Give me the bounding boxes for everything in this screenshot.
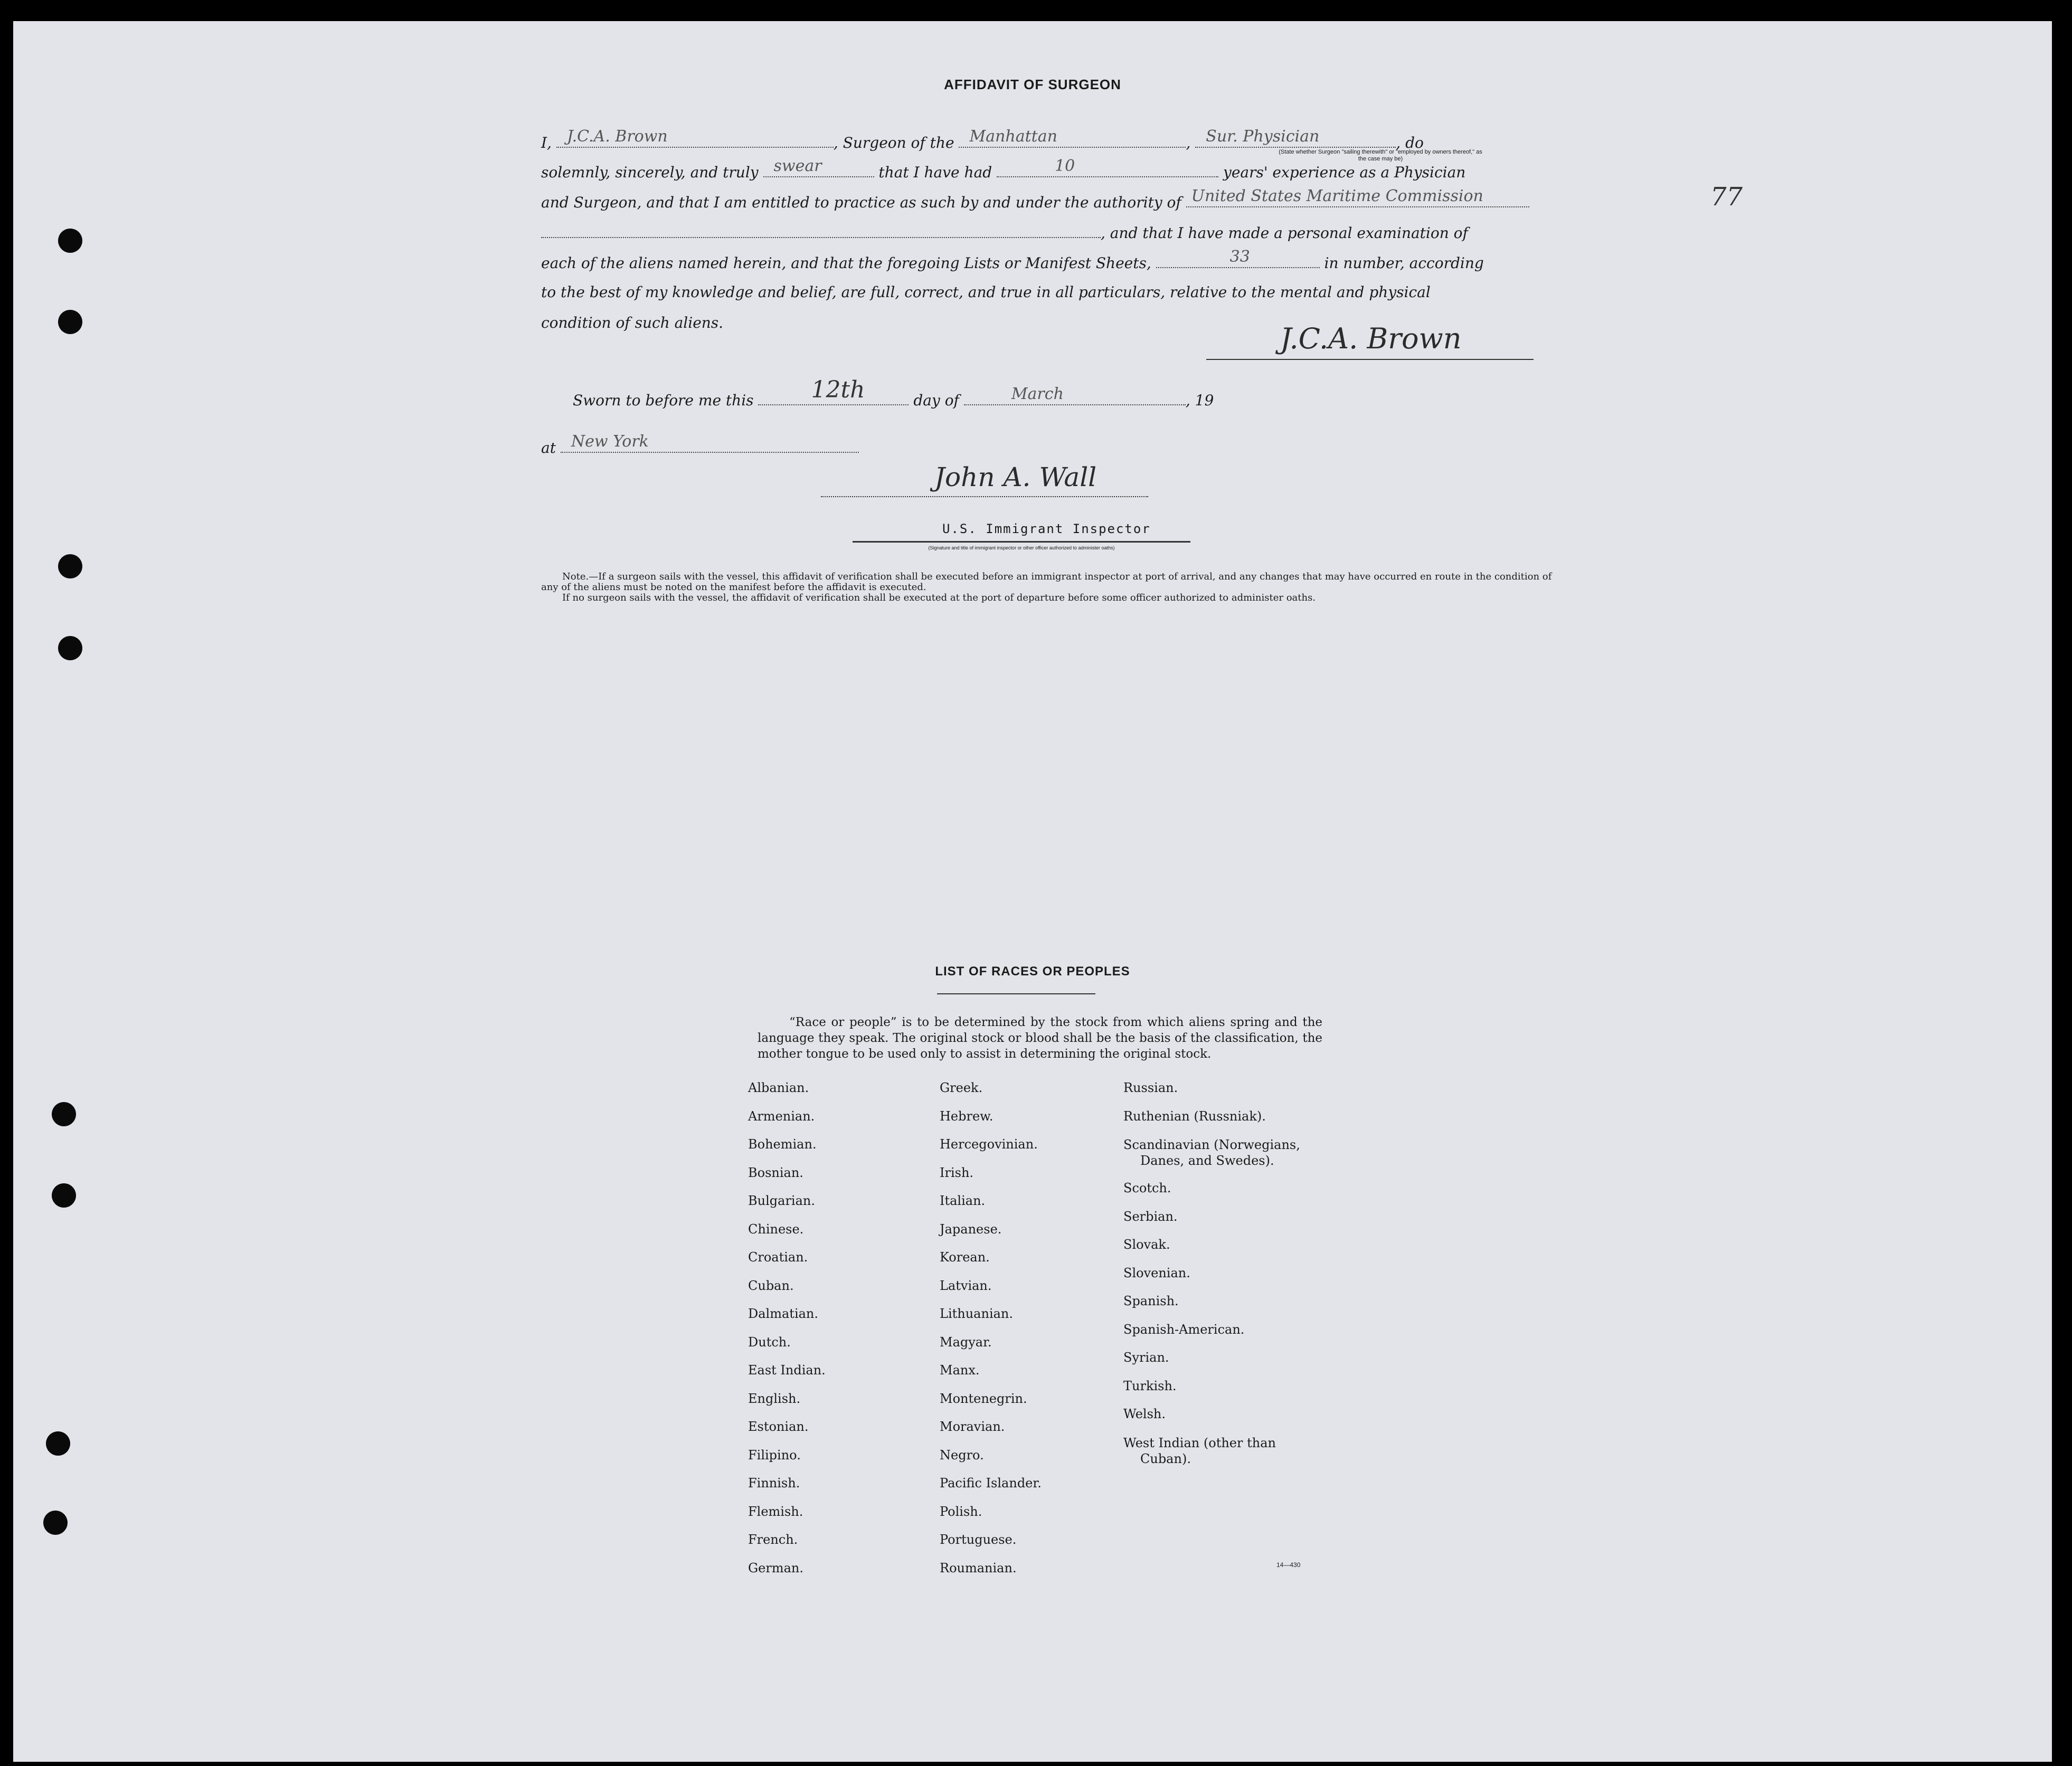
race-item: Bosnian. (748, 1165, 803, 1180)
inspector-title-line (853, 541, 1190, 543)
inspector-title: U.S. Immigrant Inspector (942, 521, 1151, 536)
affidavit-line-2: solemnly, sincerely, and truly swear that I have had 10 years' experience as a Physician (541, 157, 1466, 181)
punch-hole (58, 554, 82, 578)
affidavit-line-7: condition of such aliens. (541, 314, 724, 331)
race-item: Dalmatian. (748, 1306, 819, 1321)
surgeon-name-handwritten: J.C.A. Brown (566, 127, 668, 146)
month-handwritten: March (1011, 385, 1064, 403)
races-title: LIST OF RACES OR PEOPLES (935, 964, 1130, 979)
races-intro: “Race or people” is to be determined by the stock from which aliens spring and the language they speak. The original stock or blood shall be the basis of the classification, the mother tongue to be used only to assist in determining the original stock. (758, 1015, 1322, 1061)
affidavit-line-1: I, J.C.A. Brown , Surgeon of the Manhattan , Sur. Physician , do (541, 127, 1424, 151)
role-note: (State whether Surgeon "sailing therewith" or "employed by owners thereof," as the case may be) (1279, 149, 1482, 162)
punch-hole (52, 1183, 76, 1208)
race-item: English. (748, 1391, 801, 1406)
race-item: Pacific Islander. (940, 1476, 1042, 1490)
race-item: Montenegrin. (940, 1391, 1027, 1406)
form-number: 14—430 (1276, 1561, 1301, 1569)
race-item: Cuban. (748, 1278, 794, 1293)
inspector-note: (Signature and title of immigrant inspector or other officer authorized to administer oaths) (928, 545, 1115, 550)
race-item: Flemish. (748, 1504, 803, 1519)
sheet-count-handwritten: 33 (1229, 248, 1250, 266)
race-item: Slovenian. (1123, 1265, 1190, 1280)
punch-hole (58, 310, 82, 334)
surgeon-signature: J.C.A. Brown (1280, 322, 1462, 355)
race-item: Slovak. (1123, 1237, 1170, 1252)
race-item: Polish. (940, 1504, 982, 1519)
race-item: German. (748, 1560, 803, 1575)
race-item: East Indian. (748, 1363, 826, 1378)
punch-hole (52, 1102, 76, 1126)
race-item: Filipino. (748, 1447, 801, 1463)
form-page (13, 21, 2052, 1762)
race-item: Portuguese. (940, 1532, 1017, 1547)
race-item: Magyar. (940, 1334, 992, 1350)
races-column-1 (748, 1074, 826, 1582)
affidavit-line-4: , and that I have made a personal examination of (541, 223, 1555, 242)
day-handwritten: 12th (811, 376, 865, 403)
race-item: Latvian. (940, 1278, 992, 1293)
punch-hole (58, 229, 82, 253)
inspector-signature-line (821, 496, 1148, 497)
place-handwritten: New York (571, 432, 649, 451)
affidavit-line-3: and Surgeon, and that I am entitled to practice as such by and under the authority of United States Maritime Commission (541, 193, 1555, 211)
sworn-line: Sworn to before me this 12th day of March , 19 (573, 376, 1214, 409)
margin-number: 77 (1710, 182, 1743, 212)
affidavit-line-5: each of the aliens named herein, and that the foregoing Lists or Manifest Sheets, 33 in number, according (541, 248, 1484, 272)
race-item: Korean. (940, 1250, 990, 1265)
punch-hole (43, 1511, 68, 1535)
races-title-rule (937, 993, 1095, 994)
race-item: Scotch. (1123, 1181, 1171, 1195)
race-item: Negro. (940, 1447, 984, 1463)
punch-hole (58, 636, 82, 660)
affidavit-line-6: to the best of my knowledge and belief, are full, correct, and true in all particulars, relative to the mental and physical (541, 283, 1431, 301)
race-item: Cuban). (1140, 1451, 1191, 1466)
role-handwritten: Sur. Physician (1206, 127, 1320, 146)
race-item: Ruthenian (Russniak). (1123, 1108, 1266, 1124)
swear-handwritten: swear (773, 157, 822, 175)
at-line: at New York (541, 438, 1555, 457)
race-item: Armenian. (748, 1108, 815, 1124)
race-item: Danes, and Swedes). (1140, 1153, 1274, 1168)
race-item: Bulgarian. (748, 1193, 815, 1208)
punch-hole (46, 1431, 70, 1456)
race-item: Russian. (1123, 1080, 1178, 1095)
race-item: West Indian (other than (1123, 1435, 1276, 1450)
race-item: Croatian. (748, 1250, 808, 1265)
race-item: Greek. (940, 1080, 983, 1095)
race-item: Serbian. (1123, 1209, 1178, 1224)
race-item: French. (748, 1532, 798, 1547)
note-1: Note.—If a surgeon sails with the vessel, this affidavit of verification shall be executed before an immigrant inspector at port of arrival, and any changes that may have occurred en route in the condition of any of the aliens must be noted on the manifest before the affidavit is executed. (541, 571, 1552, 593)
inspector-signature: John A. Wall (934, 462, 1097, 492)
race-item: Hebrew. (940, 1108, 994, 1124)
race-item: Scandinavian (Norwegians, (1123, 1137, 1300, 1152)
note-2: If no surgeon sails with the vessel, the affidavit of verification shall be executed at the port of departure before some officer authorized to administer oaths. (562, 592, 1316, 603)
races-column-2 (940, 1074, 1042, 1582)
race-item: Turkish. (1123, 1378, 1177, 1393)
race-item: Chinese. (748, 1221, 804, 1237)
authority-handwritten: United States Maritime Commission (1191, 187, 1483, 205)
race-item: Spanish-American. (1123, 1322, 1245, 1337)
race-item: Japanese. (940, 1221, 1002, 1237)
years-handwritten: 10 (1055, 157, 1075, 175)
race-item: Spanish. (1123, 1294, 1179, 1308)
race-item: Syrian. (1123, 1350, 1169, 1365)
races-column-3 (1123, 1074, 1300, 1467)
race-item: Dutch. (748, 1334, 791, 1350)
race-item: Welsh. (1123, 1407, 1166, 1421)
race-item: Irish. (940, 1165, 974, 1180)
surgeon-signature-line (1206, 359, 1534, 360)
race-item: Italian. (940, 1193, 986, 1208)
race-item: Finnish. (748, 1476, 800, 1490)
race-item: Albanian. (748, 1080, 809, 1095)
race-item: Lithuanian. (940, 1306, 1014, 1321)
race-item: Bohemian. (748, 1137, 817, 1152)
race-item: Manx. (940, 1363, 980, 1378)
vessel-handwritten: Manhattan (969, 127, 1057, 146)
race-item: Hercegovinian. (940, 1137, 1038, 1152)
race-item: Moravian. (940, 1419, 1005, 1434)
affidavit-title: AFFIDAVIT OF SURGEON (944, 77, 1121, 92)
race-item: Roumanian. (940, 1560, 1017, 1575)
race-item: Estonian. (748, 1419, 809, 1434)
